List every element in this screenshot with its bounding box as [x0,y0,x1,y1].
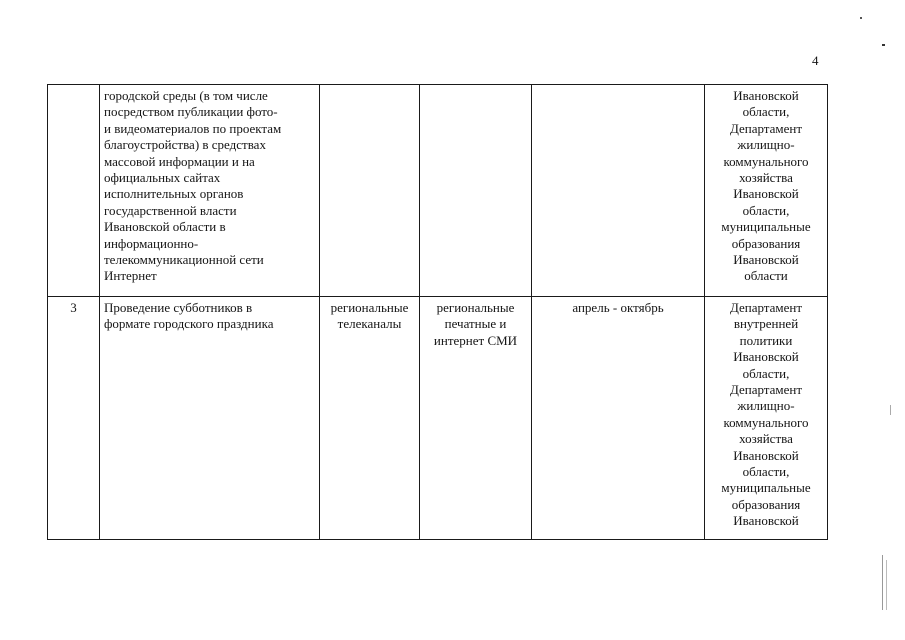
cell-text-line: внутренней [733,316,799,332]
cell-text-line: области, [742,365,790,381]
cell-text-line: исполнительных органов [104,186,244,202]
cell-text-line: жилищно- [737,137,795,153]
cell-text-line: официальных сайтах [104,170,221,186]
cell-text-line: посредством публикации фото- [104,104,278,120]
cell-text-line: Проведение субботников в [104,300,253,315]
cell-text-line: информационно- [104,235,199,251]
cell-text-line: интернет СМИ [433,332,518,348]
cell-text-line: апрель - октябрь [572,300,664,315]
cell-text-line: печатные и [444,316,507,332]
cell-text-line: Ивановской [733,513,799,529]
cell-text-line: формате городского праздника [104,316,274,332]
cell-text-line: региональные [330,300,409,315]
cell-text-line: образования [731,496,801,512]
cell-text-line: муниципальные [721,219,811,235]
cell-text-line: Интернет [104,268,157,284]
cell-text-line: городской среды (в том числе [104,88,268,103]
row-number-cell: 3 [48,297,100,540]
cell-text-line: Ивановской [733,252,799,268]
cell-text-line: Департамент [729,382,803,398]
page-number: 4 [812,53,819,68]
cell-text-line: области, [742,464,790,480]
cell-text-line: Ивановской [733,349,799,365]
cell-text-line: Департамент [729,300,803,315]
scan-edge-line [886,560,887,610]
cell-text-line: массовой информации и на [104,153,255,169]
cell-text-line: жилищно- [737,398,795,414]
cell-text-line: политики [739,332,793,348]
cell-text-line: благоустройства) в средствах [104,137,266,153]
cell-text-line: коммунального [723,414,809,430]
scan-speck [890,405,891,415]
cell-text-line: телеканалы [337,316,402,332]
cell-text-line: Ивановской области в [104,219,226,235]
scan-speck [860,17,862,19]
cell-text-line: Ивановской [733,186,799,202]
cell-text-line: образования [731,235,801,251]
cell-text-line: муниципальные [721,480,811,496]
cell-text-line: области, [742,202,790,218]
cell-text-line: государственной власти [104,202,237,218]
cell-text-line: и видеоматериалов по проектам [104,120,282,136]
cell-text-line: региональные [436,300,515,315]
cell-text-line: телекоммуникационной сети [104,252,264,268]
cell-text-line: коммунального [723,153,809,169]
scan-edge-line [882,555,883,610]
cell-text-line: хозяйства [739,431,793,447]
scan-speck [882,44,885,46]
cell-text-line: Ивановской [733,88,799,103]
cell-text-line: области [744,268,788,284]
cell-text-line: Департамент [729,120,803,136]
cell-text-line: хозяйства [739,170,793,186]
cell-text-line: Ивановской [733,447,799,463]
cell-text-line: области, [742,104,790,120]
